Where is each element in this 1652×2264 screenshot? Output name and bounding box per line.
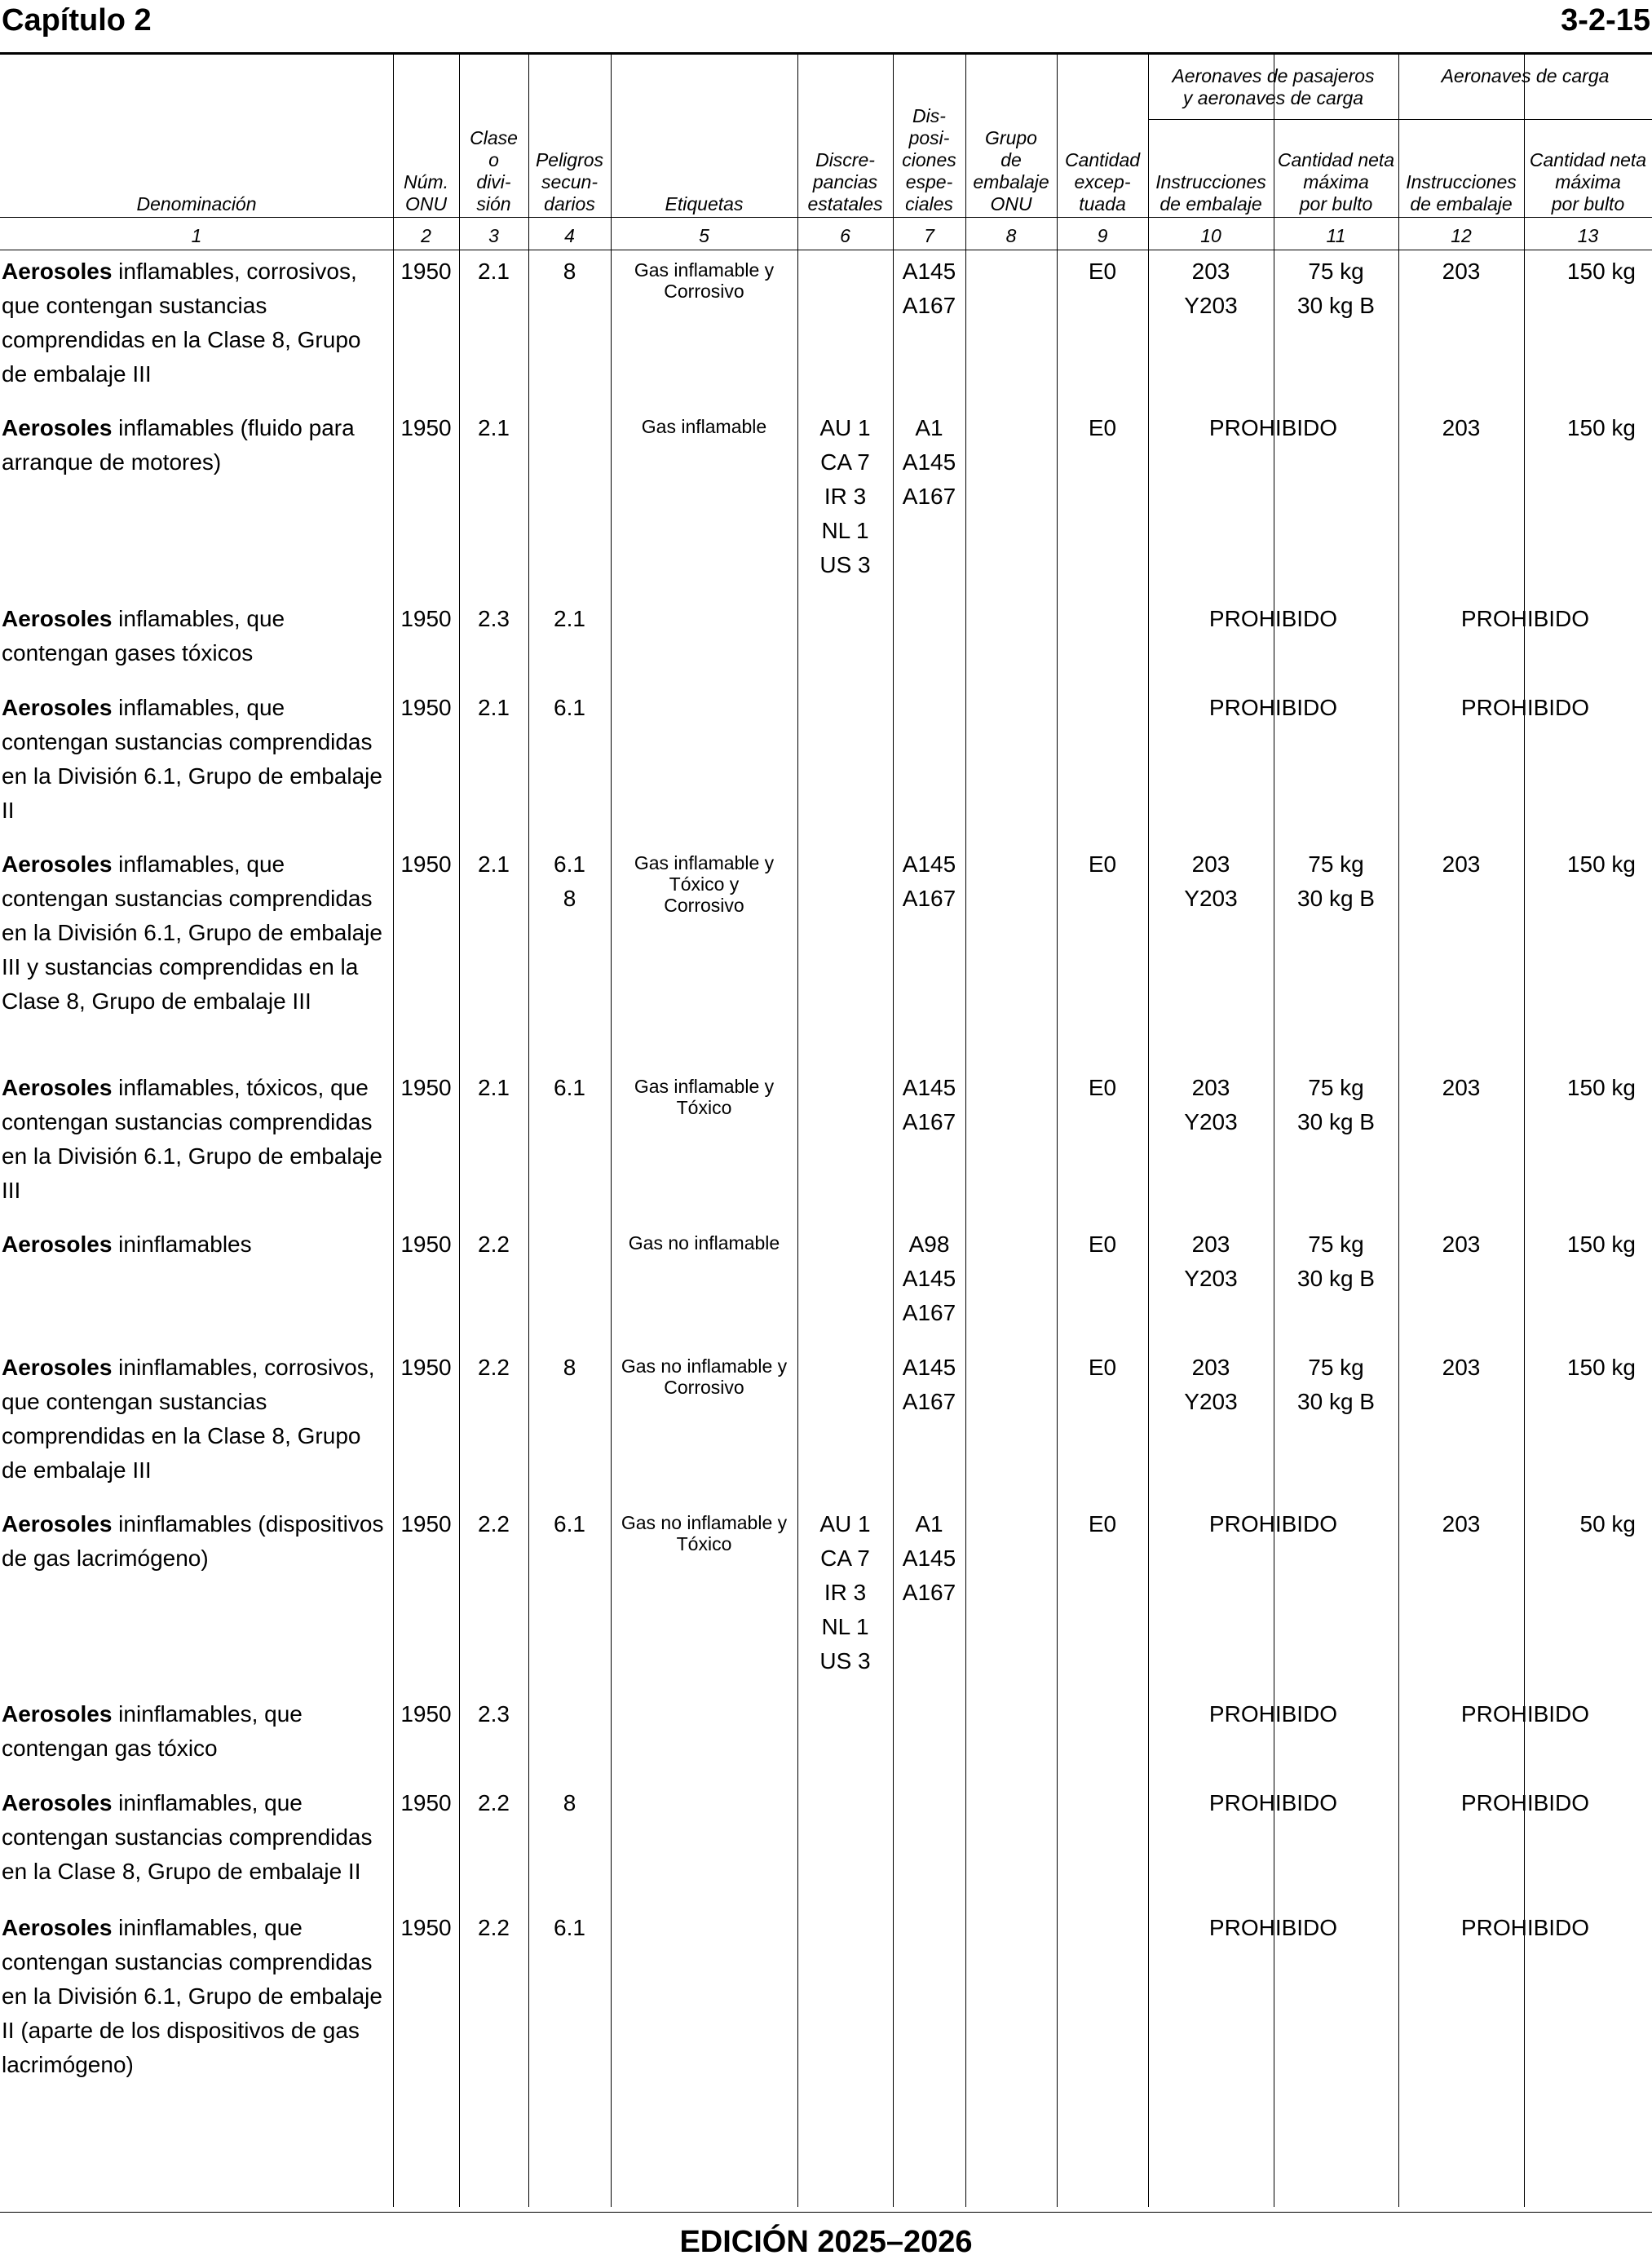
edition-footer: EDICIÓN 2025–2026	[679, 2225, 973, 2259]
cell-cao_pi: 203	[1442, 1231, 1481, 1257]
column-header-label: Grupo de embalaje ONU	[973, 127, 1049, 214]
cell-sp: A1 A145 A167	[902, 415, 956, 509]
footer-rule	[0, 2212, 1652, 2213]
cell-un: 1950	[400, 851, 452, 877]
cell-sub: 8	[563, 259, 576, 284]
column-number: 11	[1326, 225, 1346, 246]
cell-un: 1950	[400, 1231, 452, 1257]
table-row-name	[2, 1697, 390, 1766]
cell-cao_qty: 50 kg	[1579, 1511, 1636, 1537]
cell-passenger-prohibited: PROHIBIDO	[1208, 1511, 1338, 1537]
cell-eq: E0	[1088, 415, 1117, 440]
column-header-pax_qty	[1274, 122, 1398, 215]
substance-name-bold: Aerosoles	[2, 1075, 113, 1100]
column-header-eq	[1057, 57, 1148, 215]
cell-un: 1950	[400, 415, 452, 440]
cell-cargo-prohibited: PROHIBIDO	[1460, 695, 1590, 720]
cell-sp: A1 A145 A167	[902, 1511, 956, 1605]
column-number: 7	[924, 225, 934, 246]
column-number: 1	[191, 225, 202, 246]
column-number: 4	[564, 225, 575, 246]
column-header-label: Denominación	[136, 193, 257, 214]
column-header-cao_pi	[1398, 122, 1524, 215]
cell-pax_qty: 75 kg 30 kg B	[1297, 851, 1375, 911]
substance-name-rest: inflamables, que contengan sustancias comprendidas en la División 6.1, Grupo de embalaje III y sustancias comprendidas en la Clase 8, Grupo de embalaje III	[2, 851, 382, 1014]
cell-eq: E0	[1088, 1355, 1117, 1380]
cell-cargo-prohibited: PROHIBIDO	[1460, 606, 1590, 631]
substance-name-rest: ininflamables, corrosivos, que contengan sustancias comprendidas en la Clase 8, Grupo de embalaje III	[2, 1355, 375, 1483]
cell-cls: 2.3	[478, 606, 510, 631]
cell-cls: 2.2	[478, 1355, 510, 1380]
substance-name-bold: Aerosoles	[2, 606, 113, 631]
cell-cls: 2.1	[478, 1075, 510, 1100]
substance-name-rest: ininflamables (dispositivos de gas lacrimógeno)	[2, 1511, 384, 1571]
cell-labels: Gas inflamable y Corrosivo	[634, 259, 775, 302]
table-row-name	[2, 411, 390, 480]
column-header-label: Cantidad neta máxima por bulto	[1277, 149, 1395, 214]
column-divider	[459, 54, 460, 2207]
column-header-sp	[893, 57, 965, 215]
header-bottom-rule	[0, 217, 1652, 218]
cell-labels: Gas inflamable y Tóxico y Corrosivo	[634, 852, 775, 916]
cell-un: 1950	[400, 259, 452, 284]
cell-passenger-prohibited: PROHIBIDO	[1208, 695, 1338, 720]
column-header-pg	[965, 57, 1057, 215]
cell-labels: Gas no inflamable y Tóxico	[621, 1512, 788, 1554]
column-header-cls	[459, 57, 528, 215]
substance-name-rest: ininflamables, que contengan gas tóxico	[2, 1701, 303, 1761]
column-header-cao_qty	[1524, 122, 1652, 215]
substance-name-rest: ininflamables, que contengan sustancias comprendidas en la División 6.1, Grupo de embalaje II (aparte de los dispositivos de gas lacrimógeno)	[2, 1915, 382, 2077]
column-divider	[528, 54, 529, 2207]
cell-cls: 2.1	[478, 259, 510, 284]
cell-un: 1950	[400, 1790, 452, 1815]
page-header	[0, 0, 1652, 52]
header-rule	[0, 52, 1652, 55]
column-header-label: Instrucciones de embalaje	[1155, 171, 1266, 214]
cell-un: 1950	[400, 1075, 452, 1100]
cell-cls: 2.2	[478, 1915, 510, 1940]
cell-cargo-prohibited: PROHIBIDO	[1460, 1790, 1590, 1815]
column-number: 13	[1577, 225, 1599, 246]
cell-labels: Gas inflamable	[641, 416, 767, 437]
column-number: 3	[488, 225, 499, 246]
cell-cls: 2.2	[478, 1231, 510, 1257]
column-divider	[965, 54, 966, 2207]
cell-passenger-prohibited: PROHIBIDO	[1208, 1915, 1338, 1940]
substance-name-rest: inflamables, corrosivos, que contengan sustancias comprendidas en la Clase 8, Grupo de embalaje III	[2, 259, 361, 387]
cell-un: 1950	[400, 1701, 452, 1727]
cell-cargo-prohibited: PROHIBIDO	[1460, 1701, 1590, 1727]
table-row-name	[2, 691, 390, 828]
column-number: 6	[840, 225, 850, 246]
cell-sub: 8	[563, 1790, 576, 1815]
cell-cao_pi: 203	[1442, 851, 1481, 877]
cell-cao_pi: 203	[1442, 415, 1481, 440]
cell-labels: Gas no inflamable	[628, 1232, 780, 1254]
cell-sub: 6.1 8	[554, 851, 585, 911]
cell-pax_qty: 75 kg 30 kg B	[1297, 1075, 1375, 1134]
column-number: 12	[1451, 225, 1472, 246]
column-header-label: Cantidad neta máxima por bulto	[1529, 149, 1647, 214]
cell-pax_qty: 75 kg 30 kg B	[1297, 259, 1375, 318]
cell-pax_pi: 203 Y203	[1184, 851, 1238, 911]
cell-labels: Gas no inflamable y Corrosivo	[621, 1355, 788, 1398]
substance-name-bold: Aerosoles	[2, 1790, 113, 1815]
cell-sp: A145 A167	[902, 1355, 956, 1414]
cell-pax_qty: 75 kg 30 kg B	[1297, 1231, 1375, 1291]
column-divider	[1057, 54, 1058, 2207]
cell-cao_pi: 203	[1442, 1075, 1481, 1100]
column-number: 10	[1200, 225, 1221, 246]
substance-name-bold: Aerosoles	[2, 1915, 113, 1940]
cell-cao_qty: 150 kg	[1566, 259, 1636, 284]
header-group-passenger: Aeronaves de pasajeros y aeronaves de carga	[1172, 65, 1375, 108]
table-row-name	[2, 847, 390, 1019]
cell-cls: 2.3	[478, 1701, 510, 1727]
cell-pax_pi: 203 Y203	[1184, 1355, 1238, 1414]
substance-name-bold: Aerosoles	[2, 415, 113, 440]
cell-cao_pi: 203	[1442, 1511, 1481, 1537]
cell-cao_qty: 150 kg	[1566, 1355, 1636, 1380]
group-header-rule	[1148, 119, 1652, 120]
substance-name-rest: ininflamables, que contengan sustancias comprendidas en la Clase 8, Grupo de embalaje II	[2, 1790, 373, 1884]
cell-sp: A145 A167	[902, 259, 956, 318]
cell-cao_qty: 150 kg	[1566, 415, 1636, 440]
table-row-name	[2, 1911, 390, 2082]
cell-un: 1950	[400, 1915, 452, 1940]
cell-eq: E0	[1088, 259, 1117, 284]
cell-pax_qty: 75 kg 30 kg B	[1297, 1355, 1375, 1414]
column-header-state	[797, 57, 893, 215]
cell-cao_qty: 150 kg	[1566, 1075, 1636, 1100]
column-header-sub	[528, 57, 611, 215]
cell-passenger-prohibited: PROHIBIDO	[1208, 415, 1338, 440]
cell-cls: 2.1	[478, 415, 510, 440]
cell-sub: 6.1	[554, 695, 585, 720]
substance-name-bold: Aerosoles	[2, 1355, 113, 1380]
cell-labels: Gas inflamable y Tóxico	[634, 1076, 775, 1118]
column-header-label: Dis- posi- ciones espe- ciales	[902, 105, 956, 214]
column-header-label: Cantidad excep- tuada	[1064, 149, 1141, 214]
cell-pax_pi: 203 Y203	[1184, 1075, 1238, 1134]
cell-state: AU 1 CA 7 IR 3 NL 1 US 3	[819, 415, 871, 577]
column-header-label: Etiquetas	[665, 193, 744, 214]
cell-sub: 2.1	[554, 606, 585, 631]
cell-un: 1950	[400, 695, 452, 720]
column-divider	[797, 54, 798, 2207]
table-row-name	[2, 1071, 390, 1208]
substance-name-rest: inflamables (fluido para arranque de motores)	[2, 415, 355, 475]
chapter-title: Capítulo 2	[2, 3, 152, 38]
column-divider	[1524, 54, 1525, 2207]
column-header-labels	[611, 57, 797, 215]
cell-passenger-prohibited: PROHIBIDO	[1208, 1790, 1338, 1815]
cell-un: 1950	[400, 1511, 452, 1537]
cell-un: 1950	[400, 1355, 452, 1380]
cell-sub: 6.1	[554, 1915, 585, 1940]
cell-state: AU 1 CA 7 IR 3 NL 1 US 3	[819, 1511, 871, 1674]
cell-passenger-prohibited: PROHIBIDO	[1208, 606, 1338, 631]
cell-sp: A145 A167	[902, 1075, 956, 1134]
substance-name-bold: Aerosoles	[2, 1231, 113, 1257]
column-divider	[393, 54, 394, 2207]
column-number: 5	[699, 225, 709, 246]
substance-name-bold: Aerosoles	[2, 1511, 113, 1537]
column-number: 2	[421, 225, 431, 246]
cell-cargo-prohibited: PROHIBIDO	[1460, 1915, 1590, 1940]
page-number: 3-2-15	[1561, 3, 1650, 38]
cell-eq: E0	[1088, 1511, 1117, 1537]
table-row-name	[2, 1351, 390, 1488]
cell-cao_qty: 150 kg	[1566, 1231, 1636, 1257]
cell-cls: 2.2	[478, 1511, 510, 1537]
column-number: 8	[1005, 225, 1017, 246]
cell-cls: 2.1	[478, 851, 510, 877]
table-row-name	[2, 1786, 390, 1889]
table-row-name	[2, 1227, 390, 1262]
cell-un: 1950	[400, 606, 452, 631]
column-header-label: Instrucciones de embalaje	[1406, 171, 1517, 214]
cell-eq: E0	[1088, 1075, 1117, 1100]
cell-sub: 6.1	[554, 1511, 585, 1537]
cell-sp: A98 A145 A167	[902, 1231, 956, 1325]
substance-name-bold: Aerosoles	[2, 695, 113, 720]
table-row-name	[2, 1507, 390, 1576]
substance-name-rest: inflamables, que contengan gases tóxicos	[2, 606, 285, 665]
column-header-un	[393, 57, 459, 215]
column-header-label: Peligros secun- darios	[535, 149, 604, 214]
substance-name-bold: Aerosoles	[2, 851, 113, 877]
table-row-name	[2, 602, 390, 670]
cell-sp: A145 A167	[902, 851, 956, 911]
column-header-label: Núm. ONU	[404, 171, 448, 214]
column-header-pax_pi	[1148, 122, 1274, 215]
cell-sub: 8	[563, 1355, 576, 1380]
column-divider	[611, 54, 612, 2207]
column-header-label: Discre- pancias estatales	[807, 149, 883, 214]
substance-name-bold: Aerosoles	[2, 1701, 113, 1727]
substance-name-bold: Aerosoles	[2, 259, 113, 284]
cell-passenger-prohibited: PROHIBIDO	[1208, 1701, 1338, 1727]
cell-pax_pi: 203 Y203	[1184, 259, 1238, 318]
column-header-label: Clase o divi- sión	[470, 127, 518, 214]
cell-eq: E0	[1088, 1231, 1117, 1257]
table-row-name	[2, 254, 390, 391]
substance-name-rest: inflamables, que contengan sustancias comprendidas en la División 6.1, Grupo de embalaje II	[2, 695, 382, 823]
substance-name-rest: inflamables, tóxicos, que contengan sustancias comprendidas en la División 6.1, Grupo de embalaje III	[2, 1075, 382, 1203]
cell-eq: E0	[1088, 851, 1117, 877]
substance-name-rest: ininflamables	[112, 1231, 252, 1257]
cell-cao_pi: 203	[1442, 259, 1481, 284]
cell-cls: 2.2	[478, 1790, 510, 1815]
cell-pax_pi: 203 Y203	[1184, 1231, 1238, 1291]
column-number: 9	[1097, 225, 1108, 246]
cell-sub: 6.1	[554, 1075, 585, 1100]
cell-cls: 2.1	[478, 695, 510, 720]
header-group-cargo: Aeronaves de carga	[1441, 65, 1610, 86]
column-header-name	[0, 57, 393, 215]
cell-cao_qty: 150 kg	[1566, 851, 1636, 877]
cell-cao_pi: 203	[1442, 1355, 1481, 1380]
column-divider	[1398, 54, 1399, 2207]
